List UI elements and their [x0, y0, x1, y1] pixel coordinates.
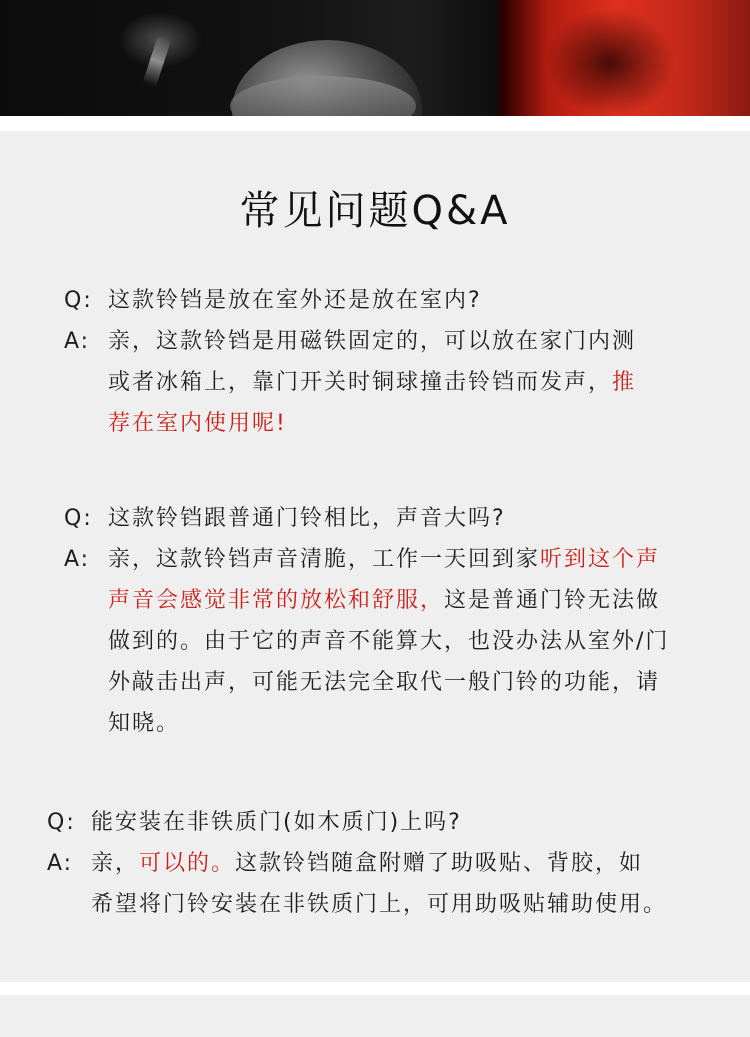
- q-prefix: Q:: [47, 810, 76, 835]
- q-prefix: Q:: [64, 288, 93, 313]
- answer-line-5: [64, 703, 669, 744]
- answer-highlight: 声音会感觉非常的放松和舒服，: [108, 588, 445, 613]
- answer-text: 亲，: [91, 851, 140, 876]
- faq-item-2: [64, 498, 669, 744]
- banner-photo: [0, 0, 750, 116]
- answer-line-4: [64, 662, 669, 703]
- light-glint: [143, 35, 172, 87]
- answer-text: 亲，这款铃铛声音清脆，工作一天回到家: [108, 547, 541, 572]
- answer-text: 外敲击出声，可能无法完全取代一般门铃的功能，请: [108, 670, 661, 695]
- answer-highlight: 听到这个声: [540, 547, 661, 572]
- a-prefix: A:: [64, 547, 91, 572]
- question-text: 这款铃铛跟普通门铃相比，声音大吗?: [108, 506, 506, 531]
- answer-text: 这款铃铛随盒附赠了助吸贴、背胶，如: [235, 851, 644, 876]
- faq-item-1: [64, 280, 636, 444]
- answer-line-2: [64, 580, 669, 621]
- answer-line-1: [64, 321, 636, 362]
- answer-highlight: 荐在室内使用呢!: [108, 411, 287, 436]
- next-section-panel: [0, 995, 750, 1037]
- q-prefix: Q:: [64, 506, 93, 531]
- question: [64, 498, 669, 539]
- question-text: 能安装在非铁质门(如木质门)上吗?: [91, 810, 462, 835]
- answer-line-1: [47, 843, 667, 884]
- answer-highlight: 可以的。: [139, 851, 236, 876]
- answer-text: 希望将门铃安装在非铁质门上，可用助吸贴辅助使用。: [91, 892, 668, 917]
- question: [64, 280, 636, 321]
- faq-item-3: [47, 802, 667, 925]
- answer-line-2: [64, 362, 636, 403]
- answer-text: 这是普通门铃无法做: [444, 588, 661, 613]
- question: [47, 802, 667, 843]
- answer-line-3: [64, 403, 636, 444]
- answer-line-2: [47, 884, 667, 925]
- answer-line-3: [64, 621, 669, 662]
- answer-text: 做到的。由于它的声音不能算大，也没办法从室外/门: [108, 629, 670, 654]
- answer-line-1: [64, 539, 669, 580]
- answer-highlight: 推: [612, 370, 637, 395]
- question-text: 这款铃铛是放在室外还是放在室内?: [108, 288, 482, 313]
- shadow-shape: [545, 8, 675, 116]
- answer-text: 亲，这款铃铛是用磁铁固定的，可以放在家门内测: [108, 329, 637, 354]
- answer-text: 或者冰箱上，靠门开关时铜球撞击铃铛而发声，: [108, 370, 613, 395]
- a-prefix: A:: [47, 851, 74, 876]
- page-title: 常见问题Q&A: [239, 188, 511, 234]
- answer-text: 知晓。: [108, 711, 181, 736]
- a-prefix: A:: [64, 329, 91, 354]
